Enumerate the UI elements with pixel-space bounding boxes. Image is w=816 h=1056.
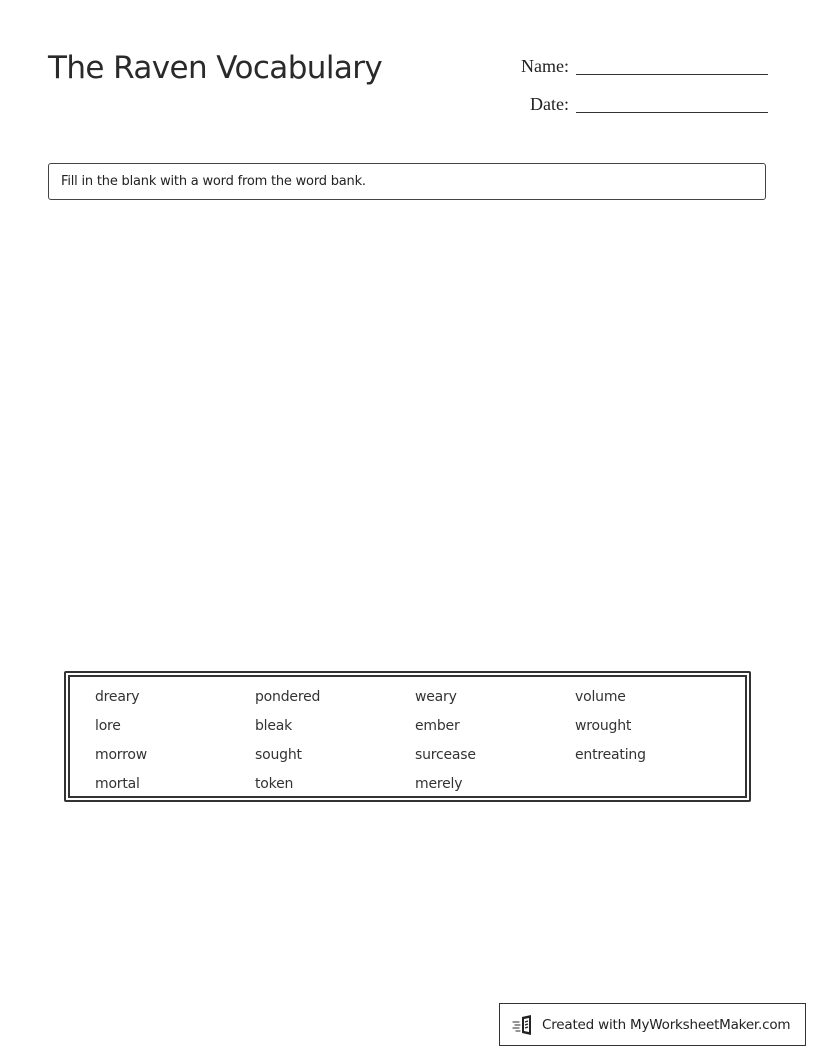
word-bank-word: sought [255, 747, 302, 763]
word-bank-word [575, 770, 735, 799]
word-bank-grid [95, 683, 735, 799]
word-bank-word: wrought [575, 718, 632, 734]
word-bank-word: mortal [95, 776, 140, 792]
word-bank-word: lore [95, 718, 121, 734]
instructions-text: Fill in the blank with a word from the word bank. [61, 174, 366, 189]
word-bank-inner-border [68, 675, 747, 798]
word-bank-word: volume [575, 689, 626, 705]
name-label: Name: [521, 56, 569, 76]
name-field [508, 52, 768, 76]
instructions-box [48, 163, 766, 200]
word-bank-word: pondered [255, 689, 321, 705]
word-bank-word: ember [415, 718, 460, 734]
name-blank-line [576, 74, 768, 75]
footer-credit-badge[interactable] [499, 1003, 806, 1046]
footer-credit-text: Created with MyWorksheetMaker.com [542, 1016, 791, 1033]
word-bank-word: surcease [415, 747, 476, 763]
word-bank-word: morrow [95, 747, 147, 763]
date-label: Date: [530, 94, 569, 114]
date-field [508, 90, 768, 114]
myworksheetmaker-logo-icon [512, 1014, 536, 1036]
worksheet-title: The Raven Vocabulary [48, 50, 383, 86]
word-bank-word: dreary [95, 689, 140, 705]
word-bank-word: token [255, 776, 294, 792]
date-blank-line [576, 112, 768, 113]
word-bank-word: weary [415, 689, 457, 705]
word-bank [64, 671, 751, 802]
word-bank-word: entreating [575, 747, 646, 763]
word-bank-word: bleak [255, 718, 293, 734]
word-bank-word: merely [415, 776, 463, 792]
